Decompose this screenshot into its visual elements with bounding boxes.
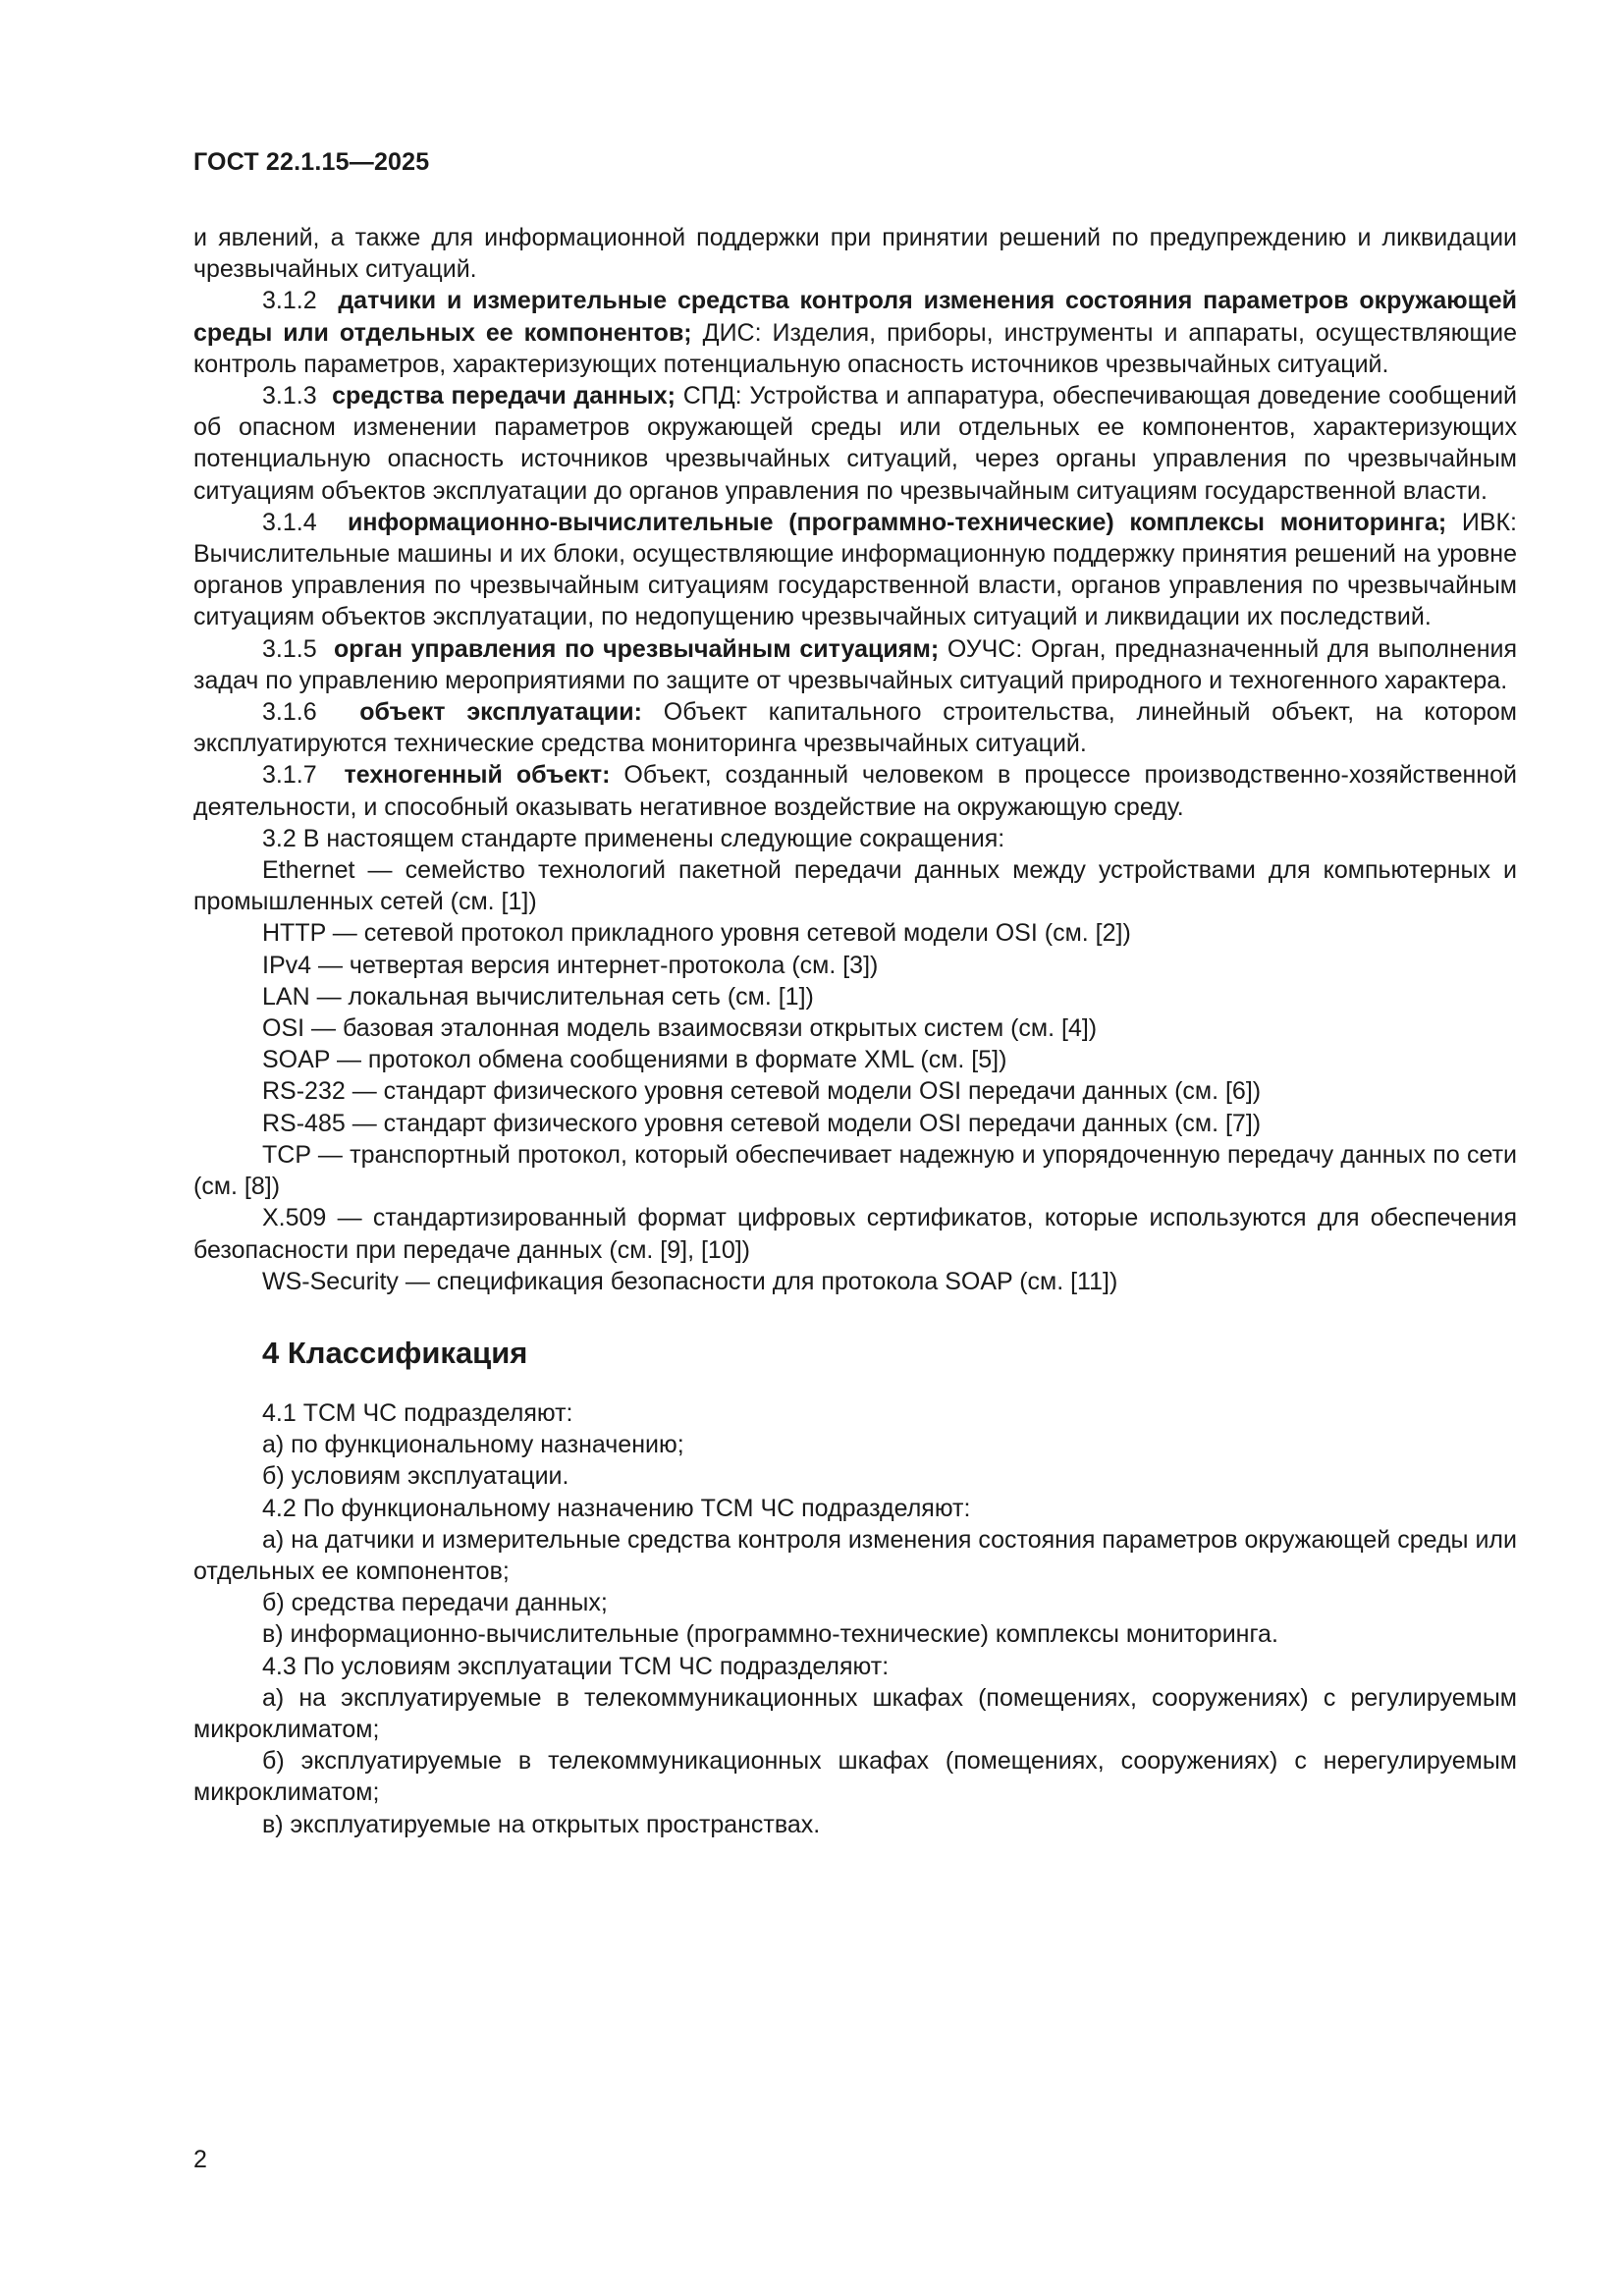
definition-number: 3.1.4 [262, 508, 317, 536]
definition-text: ИВК: Вычислительные машины и их блоки, осуществляющие информационную поддержку принятия решений на уровне органов управления по чрезвычайным ситуациям государственной власти, органов управления по чрезвычайным ситуациям объектов эксплуатации, по недопущению чрезвычайных ситуаций и ликвидации их последствий. [193, 508, 1517, 631]
definition-text: Объект, созданный человеком в процессе производственно-хозяйственной деятельности, и способный оказывать негативное воздействие на окружающую среду. [193, 761, 1517, 821]
definition-number: 3.1.7 [262, 761, 317, 790]
classification-item: а) на датчики и измерительные средства контроля изменения состояния параметров окружающей среды или отдельных ее компонентов; [193, 1525, 1517, 1585]
definition-term: объект эксплуатации: [359, 698, 642, 727]
abbreviation-item: RS-485 — стандарт физического уровня сетевой модели OSI передачи данных (см. [7]) [262, 1109, 1262, 1137]
section-heading: 4 Классификация [262, 1335, 528, 1370]
classification-item: 4.3 По условиям эксплуатации ТСМ ЧС подразделяют: [262, 1652, 890, 1680]
classification-item: в) эксплуатируемые на открытых пространствах. [262, 1810, 821, 1838]
definition-term: средства передачи данных; [332, 382, 676, 410]
definition-number: 3.1.6 [262, 698, 317, 727]
definition-3-1-5 [193, 633, 1517, 696]
classification-item: 4.2 По функциональному назначению ТСМ ЧС подразделяют: [262, 1494, 971, 1522]
classification-item: б) средства передачи данных; [262, 1589, 608, 1617]
abbreviation-item: RS-232 — стандарт физического уровня сетевой модели OSI передачи данных (см. [6]) [262, 1077, 1262, 1106]
definition-3-1-7 [193, 759, 1517, 822]
definition-term: орган управления по чрезвычайным ситуациям; [334, 634, 940, 663]
definition-text: ДИС: Изделия, приборы, инструменты и аппараты, осуществляющие контроль параметров, характеризующих потенциальную опасность источников чрезвычайных ситуаций. [193, 318, 1517, 378]
definition-text: Объект капитального строительства, линейный объект, на котором эксплуатируются технические средства мониторинга чрезвычайных ситуаций. [193, 698, 1517, 758]
abbreviations-intro: 3.2 В настоящем стандарте применены следующие сокращения: [262, 824, 1005, 852]
classification-item: в) информационно-вычислительные (программно-технические) комплексы мониторинга. [262, 1620, 1278, 1649]
abbreviation-item: Ethernet — семейство технологий пакетной передачи данных между устройствами для компьютерных и промышленных сетей (см. [1]) [193, 856, 1517, 916]
definition-number: 3.1.5 [262, 634, 317, 663]
definition-term: техногенный объект: [344, 761, 611, 790]
document-body [193, 222, 1517, 1840]
definition-3-1-3 [193, 380, 1517, 507]
definition-text: ОУЧС: Орган, предназначенный для выполнения задач по управлению мероприятиями по защите от чрезвычайных ситуаций природного и техногенного характера. [193, 634, 1518, 694]
abbreviation-item: TCP — транспортный протокол, который обеспечивает надежную и упорядоченную передачу данных по сети (см. [8]) [193, 1140, 1517, 1201]
definition-number: 3.1.2 [262, 287, 317, 315]
abbreviation-item: OSI — базовая эталонная модель взаимосвязи открытых систем (см. [4]) [262, 1014, 1098, 1043]
classification-item: а) на эксплуатируемые в телекоммуникационных шкафах (помещениях, сооружениях) с регулируемым микроклиматом; [193, 1683, 1517, 1743]
abbreviation-item: LAN — локальная вычислительная сеть (см. [1]) [262, 982, 814, 1011]
abbreviation-item: HTTP — сетевой протокол прикладного уровня сетевой модели OSI (см. [2]) [262, 919, 1131, 948]
classification-item: 4.1 ТСМ ЧС подразделяют: [262, 1398, 573, 1427]
definition-number: 3.1.3 [262, 382, 317, 410]
definition-term: информационно-вычислительные (программно-технические) комплексы мониторинга; [347, 508, 1447, 536]
continuation-paragraph: и явлений, а также для информационной поддержки при принятии решений по предупреждению и ликвидации чрезвычайных ситуаций. [193, 224, 1517, 284]
definition-3-1-2 [193, 285, 1517, 380]
page-number: 2 [193, 2146, 207, 2173]
classification-item: а) по функциональному назначению; [262, 1431, 684, 1459]
abbreviation-item: X.509 — стандартизированный формат цифровых сертификатов, которые используются для обеспечения безопасности при передаче данных (см. [9], [10]) [193, 1204, 1517, 1264]
definition-3-1-6 [193, 696, 1517, 759]
document-header: ГОСТ 22.1.15—2025 [193, 148, 430, 176]
definition-term: датчики и измерительные средства контроля изменения состояния параметров окружающей среды или отдельных ее компонентов; [193, 287, 1517, 347]
definition-3-1-4 [193, 507, 1517, 633]
abbreviation-item: IPv4 — четвертая версия интернет-протокола (см. [3]) [262, 951, 879, 979]
classification-item: б) эксплуатируемые в телекоммуникационных шкафах (помещениях, сооружениях) с нерегулируемым микроклиматом; [193, 1747, 1517, 1807]
abbreviation-item: SOAP — протокол обмена сообщениями в формате XML (см. [5]) [262, 1046, 1007, 1074]
abbreviation-item: WS-Security — спецификация безопасности для протокола SOAP (см. [11]) [262, 1267, 1118, 1295]
classification-item: б) условиям эксплуатации. [262, 1462, 569, 1491]
definition-text: СПД: Устройства и аппаратура, обеспечивающая доведение сообщений об опасном изменении параметров окружающей среды или отдельных ее компонентов, характеризующих потенциальную опасность источников чрезвычайных ситуаций, через органы управления по чрезвычайным ситуациям объектов эксплуатации до органов управления по чрезвычайным ситуациям государственной власти. [193, 382, 1517, 505]
